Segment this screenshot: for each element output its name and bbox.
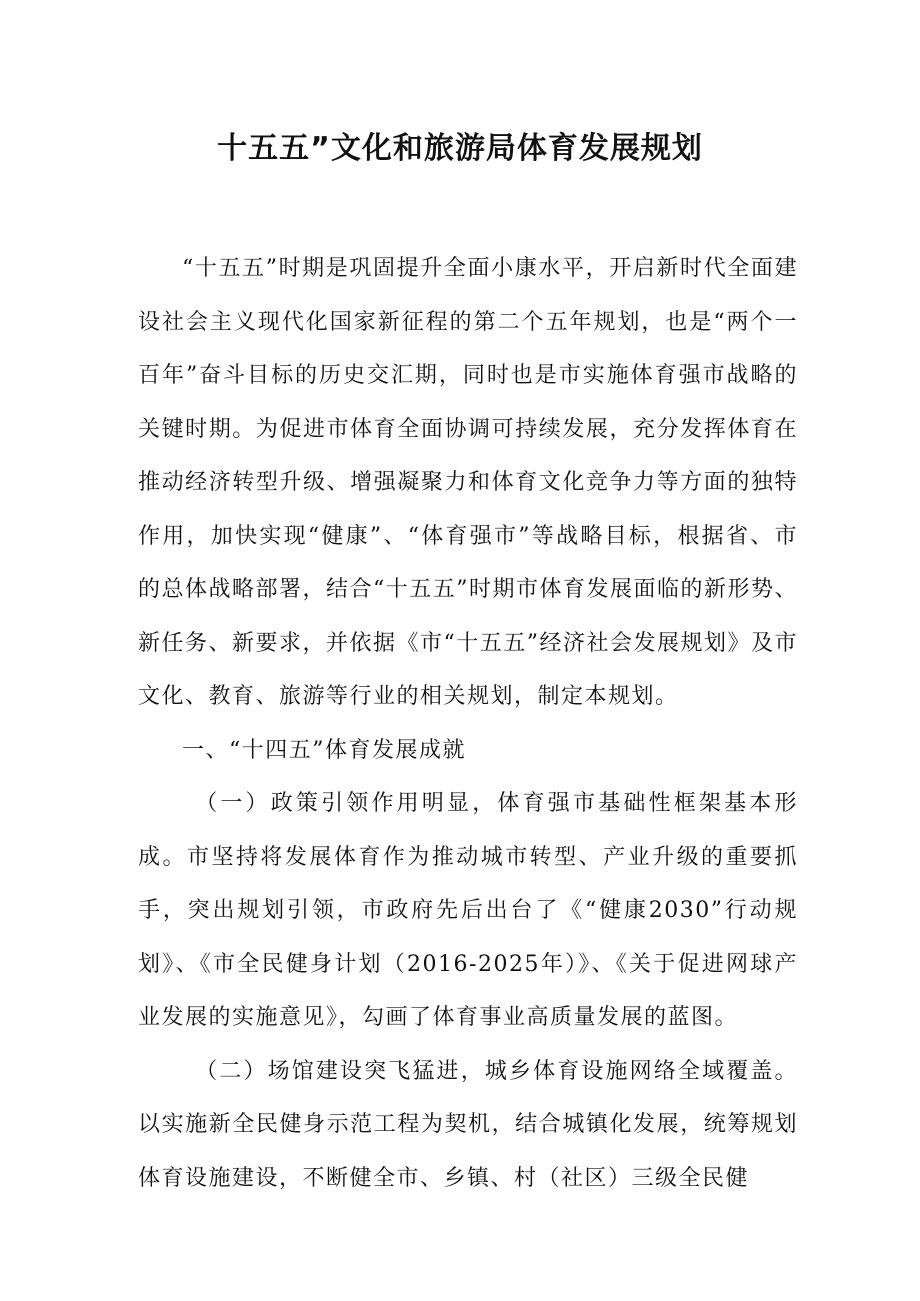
subsection-paragraph-1: （一）政策引领作用明显，体育强市基础性框架基本形成。市坚持将发展体育作为推动城市转型、产业升级的重要抓手，突出规划引领，市政府先后出台了《“健康2030”行动规划》、《市全民健身计划（2016-2025年）》、《关于促进网球产业发展的实施意见》，勾画了体育事业高质量发展的蓝图。 [138, 791, 798, 1030]
section-heading: 一、“十四五”体育发展成就 [182, 737, 466, 763]
intro-paragraph: “十五五”时期是巩固提升全面小康水平，开启新时代全面建设社会主义现代化国家新征程的第二个五年规划，也是“两个一百年”奋斗目标的历史交汇期，同时也是市实施体育强市战略的关键时期。为促进市体育全面协调可持续发展，充分发挥体育在推动经济转型升级、增强凝聚力和体育文化竞争力等方面的独特作用，加快实现“健康”、“体育强市”等战略目标，根据省、市的总体战略部署，结合“十五五”时期市体育发展面临的新形势、新任务、新要求，并依据《市“十五五”经济社会发展规划》及市文化、教育、旅游等行业的相关规划，制定本规划。 [138, 256, 798, 709]
document-title: 十五五”文化和旅游局体育发展规划 [217, 131, 703, 166]
document-body [138, 242, 798, 1205]
subsection-paragraph-2: （二）场馆建设突飞猛进，城乡体育设施网络全域覆盖。以实施新全民健身示范工程为契机，结合城镇化发展，统筹规划体育设施建设，不断健全市、乡镇、村（社区）三级全民健 [138, 1058, 798, 1191]
